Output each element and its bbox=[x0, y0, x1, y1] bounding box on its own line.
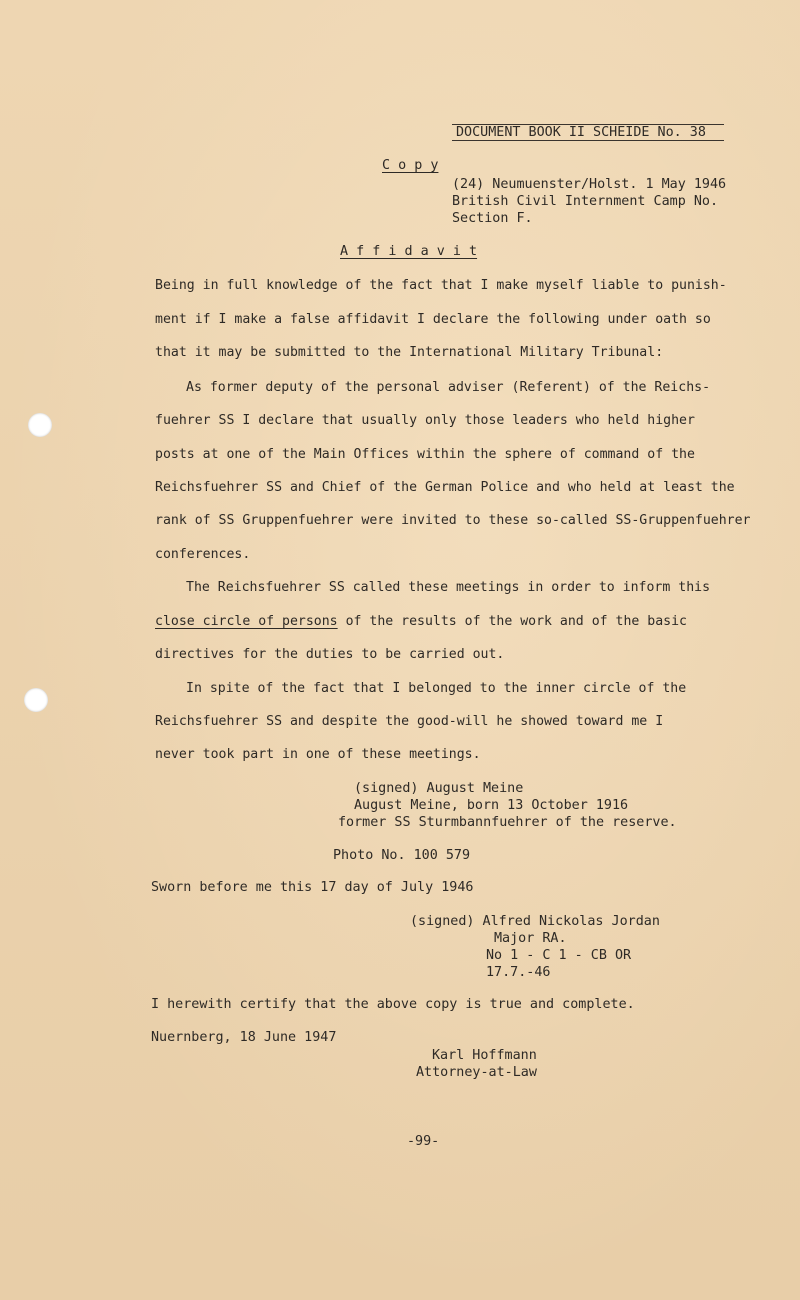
punch-hole bbox=[24, 688, 48, 712]
paragraph-line-start bbox=[155, 614, 687, 630]
location-line-3: Section F. bbox=[452, 211, 533, 226]
photo-number: Photo No. 100 579 bbox=[333, 848, 471, 863]
paragraph-line: posts at one of the Main Offices within the sphere of command of the bbox=[155, 447, 695, 462]
document-book-header: DOCUMENT BOOK II SCHEIDE No. 38 bbox=[452, 124, 724, 141]
paragraph-line: never took part in one of these meetings. bbox=[155, 747, 481, 762]
signature-line-3: former SS Sturmbannfuehrer of the reserve. bbox=[338, 815, 677, 830]
paragraph-line: Reichsfuehrer SS and despite the good-will he showed toward me I bbox=[155, 714, 664, 729]
certification: I herewith certify that the above copy is true and complete. bbox=[151, 997, 635, 1012]
location-line-2: British Civil Internment Camp No. bbox=[452, 194, 719, 209]
paragraph-line: ment if I make a false affidavit I declare the following under oath so bbox=[155, 312, 711, 327]
affidavit-title: A f f i d a v i t bbox=[340, 244, 478, 259]
paragraph-line: Reichsfuehrer SS and Chief of the German Police and who held at least the bbox=[155, 480, 735, 495]
paragraph-line: conferences. bbox=[155, 547, 251, 562]
paragraph-line: In spite of the fact that I belonged to the inner circle of the bbox=[186, 681, 687, 696]
paragraph-line: fuehrer SS I declare that usually only those leaders who held higher bbox=[155, 413, 695, 428]
officer-line-3: No 1 - C 1 - CB OR bbox=[486, 948, 632, 963]
paragraph-line: directives for the duties to be carried out. bbox=[155, 647, 505, 662]
underlined-phrase: close circle of persons bbox=[155, 614, 338, 629]
signature-line-1: (signed) August Meine bbox=[354, 781, 524, 796]
officer-line-2: Major RA. bbox=[494, 931, 567, 946]
punch-hole bbox=[28, 413, 52, 437]
officer-line-4: 17.7.-46 bbox=[486, 965, 551, 980]
copy-label: C o p y bbox=[382, 158, 439, 173]
paragraph-line: As former deputy of the personal adviser (Referent) of the Reichs- bbox=[186, 380, 711, 395]
location-line-1: (24) Neumuenster/Holst. 1 May 1946 bbox=[452, 177, 727, 192]
paragraph-line: rank of SS Gruppenfuehrer were invited to these so-called SS-Gruppenfuehrer bbox=[155, 513, 751, 528]
paragraph-line-rest: of the results of the work and of the basic bbox=[337, 614, 687, 629]
place-date: Nuernberg, 18 June 1947 bbox=[151, 1030, 337, 1045]
attorney-title: Attorney-at-Law bbox=[416, 1065, 537, 1080]
paragraph-line: The Reichsfuehrer SS called these meetings in order to inform this bbox=[186, 580, 711, 595]
paragraph-line: Being in full knowledge of the fact that I make myself liable to punish- bbox=[155, 278, 727, 293]
paragraph-line: that it may be submitted to the International Military Tribunal: bbox=[155, 345, 664, 360]
page-number: -99- bbox=[407, 1134, 440, 1149]
attorney-name: Karl Hoffmann bbox=[432, 1048, 537, 1063]
officer-line-1: (signed) Alfred Nickolas Jordan bbox=[410, 914, 660, 929]
sworn-statement: Sworn before me this 17 day of July 1946 bbox=[151, 880, 474, 895]
signature-line-2: August Meine, born 13 October 1916 bbox=[354, 798, 629, 813]
